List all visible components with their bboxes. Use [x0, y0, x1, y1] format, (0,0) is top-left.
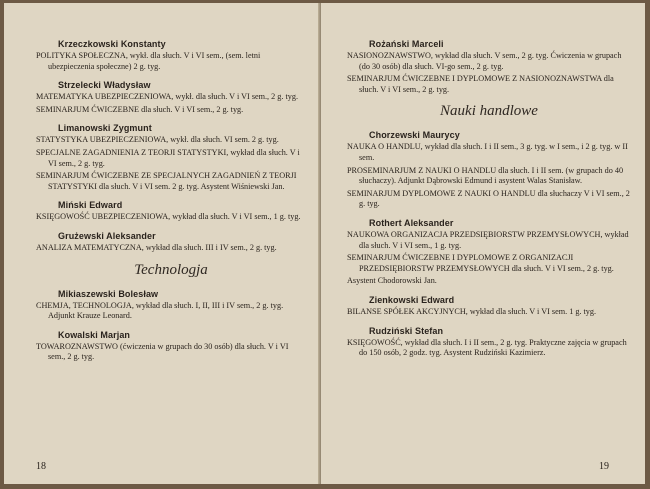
- lecturer-name: Rożański Marceli: [369, 39, 444, 49]
- course-line: PROSEMINARJUM Z NAUKI O HANDLU dla słuch. I i II sem. (w grupach do 40 słuchaczy). Adjunkt Dąbrowski Edmund i asystent Walas Stanisław.: [347, 165, 624, 186]
- right-entries-bottom: [347, 130, 631, 358]
- course-line: SEMINARJUM ĆWICZEBNE dla słuch. V i VI sem., 2 g. tyg.: [36, 104, 244, 114]
- lecturer-entry: [36, 330, 306, 363]
- lecturer-name: Grużewski Aleksander: [58, 230, 156, 241]
- lecturer-entry: [36, 39, 306, 72]
- lecturer-name: Kowalski Marjan: [58, 329, 131, 340]
- right-entries-top: [347, 39, 631, 95]
- lecturer-entry: [347, 295, 631, 318]
- course-line: SEMINARJUM ĆWICZEBNE I DYPLOMOWE Z NASIONOZNAWSTWA dla słuch. V i VI sem., 2 g. tyg.: [347, 74, 614, 94]
- lecturer-entry: [36, 123, 306, 192]
- section-heading-technologja: Technologja: [134, 261, 208, 278]
- lecturer-entry: [36, 289, 306, 322]
- course-line: NAUKA O HANDLU, wykład dla słuch. I i II sem., 3 g. tyg. w I sem., i 2 g. tyg. w II sem.: [347, 142, 628, 162]
- right-page: [321, 3, 645, 484]
- lecturer-name: Rudziński Stefan: [369, 325, 444, 336]
- course-line: SEMINARJUM ĆWICZEBNE ZE SPECJALNYCH ZAGADNIEŃ Z TEORJI STATYSTYKI dla słuch. V i VI sem. 2 g. tyg. Asystent Wiśniewski Jan.: [36, 171, 297, 191]
- left-entries-top: [36, 39, 306, 254]
- left-entries-bottom: [36, 289, 306, 363]
- course-line: MATEMATYKA UBEZPIECZENIOWA, wykł. dla słuch. V i VI sem., 2 g. tyg.: [36, 92, 298, 102]
- course-line: POLITYKA SPOŁECZNA, wykł. dla słuch. V i VI sem., (sem. letni ubezpieczenia społeczne) 2 g. tyg.: [36, 51, 261, 71]
- course-line: KSIĘGOWOŚĆ, wykład dla słuch. I i II sem., 2 g. tyg. Praktyczne zajęcia w grupach do 150 osób, 2 godz. tyg. Asystent Rudziński Kazimierz.: [347, 337, 627, 358]
- page-number-left: 18: [36, 461, 46, 472]
- lecturer-name: Krzeczkowski Konstanty: [58, 39, 166, 49]
- course-line: STATYSTYKA UBEZPIECZENIOWA, wykł. dla słuch. VI sem. 2 g. tyg.: [36, 135, 279, 145]
- course-line: BILANSE SPÓŁEK AKCYJNYCH, wykład dla słuch. V i VI sem. 1 g. tyg.: [347, 306, 597, 316]
- lecturer-entry: [347, 218, 631, 287]
- lecturer-entry: [347, 39, 631, 95]
- lecturer-entry: [347, 130, 631, 210]
- section-heading-nauki-handlowe: Nauki handlowe: [440, 103, 538, 120]
- course-line: NAUKOWA ORGANIZACJA PRZEDSIĘBIORSTW PRZEMYSŁOWYCH, wykład dla słuch. V i VI sem., 1 g. tyg.: [347, 229, 629, 250]
- course-line: SPECJALNE ZAGADNIENIA Z TEORJI STATYSTYKI, wykład dla słuch. V i VI sem., 2 g. tyg.: [36, 147, 300, 168]
- lecturer-name: Strzelecki Władysław: [58, 80, 151, 91]
- lecturer-name: Limanowski Zygmunt: [58, 123, 152, 134]
- lecturer-entry: [36, 200, 306, 223]
- course-line: CHEMJA, TECHNOLOGJA, wykład dla słuch. I, II, III i IV sem., 2 g. tyg. Adjunkt Krauze Leonard.: [36, 300, 284, 321]
- lecturer-name: Chorzewski Maurycy: [369, 130, 460, 141]
- lecturer-name: Miński Edward: [58, 200, 123, 211]
- course-line: KSIĘGOWOŚĆ UBEZPIECZENIOWA, wykład dla słuch. V i VI sem., 1 g. tyg.: [36, 212, 301, 222]
- course-line: SEMINARJUM ĆWICZEBNE I DYPLOMOWE Z ORGANIZACJI PRZEDSIĘBIORSTW PRZEMYSŁOWYCH dla słuch. V i VI sem., 2 g. tyg.: [347, 253, 614, 273]
- course-line: ANALIZA MATEMATYCZNA, wykład dla słuch. III i IV sem., 2 g. tyg.: [36, 242, 277, 252]
- lecturer-name: Mikiaszewski Bolesław: [58, 288, 159, 299]
- left-page: [4, 3, 320, 484]
- lecturer-name: Rothert Aleksander: [369, 217, 454, 228]
- lecturer-entry: [36, 231, 306, 254]
- course-line: TOWAROZNAWSTWO (ćwiczenia w grupach do 30 osób) dla słuch. V i VI sem., 2 g. tyg.: [36, 341, 289, 362]
- course-line: Asystent Chodorowski Jan.: [347, 276, 437, 286]
- course-line: SEMINARJUM DYPLOMOWE Z NAUKI O HANDLU dla słuchaczy V i VI sem., 2 g. tyg.: [347, 188, 630, 209]
- lecturer-entry: [36, 80, 306, 115]
- page-number-right: 19: [599, 461, 609, 472]
- lecturer-entry: [347, 326, 631, 359]
- course-line: NASIONOZNAWSTWO, wykład dla słuch. V sem., 2 g. tyg. Ćwiczenia w grupach (do 30 osób) dla słuch. VI-go sem., 2 g. tyg.: [347, 51, 622, 71]
- lecturer-name: Zienkowski Edward: [369, 294, 455, 305]
